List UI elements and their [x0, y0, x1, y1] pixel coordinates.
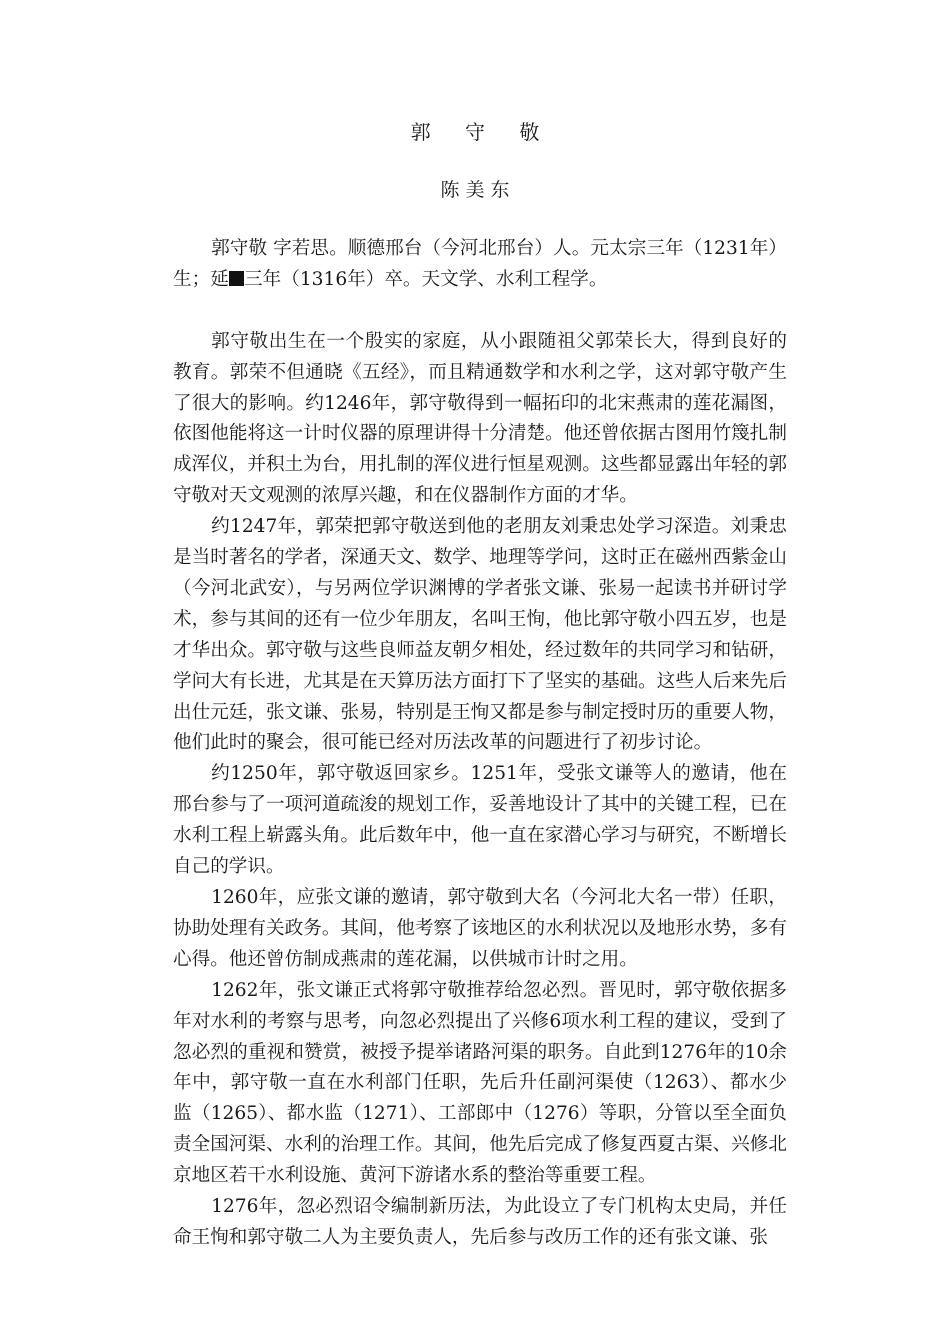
missing-character-box — [229, 271, 244, 286]
body-paragraph-5: 1262年，张文谦正式将郭守敬推荐给忽必烈。晋见时，郭守敬依据多年对水利的考察与思考，向忽必烈提出了兴修6项水利工程的建议，受到了忽必烈的重视和赞赏，被授予提举诸路河渠的职务。自此到1276年的10余年中，郭守敬一直在水利部门任职，先后升任副河渠使（1263）、都水少监（1265）、都水监（1271）、工部郎中（1276）等职，分管以至全面负责全国河渠、水利的治理工作。其间，他先后完成了修复西夏古渠、兴修北京地区若干水利设施、黄河下游诸水系的整治等重要工程。 — [173, 979, 787, 1187]
body-paragraph-4: 1260年，应张文谦的邀请，郭守敬到大名（今河北大名一带）任职，协助处理有关政务。其间，他考察了该地区的水利状况以及地形水势，多有心得。他还曾仿制成燕肃的莲花漏，以供城市计时之用。 — [173, 887, 787, 970]
body-paragraph-6: 1276年，忽必烈诏令编制新历法，为此设立了专门机构太史局，并任命王恂和郭守敬二人为主要负责人，先后参与改历工作的还有张文谦、张 — [173, 1196, 787, 1248]
intro-text-part1: 郭守敬 字若思。顺德邢台（今河北邢台）人。元太宗三年（1231年）生；延 — [173, 238, 787, 290]
document-title: 郭 守 敬 — [410, 120, 554, 144]
document-author: 陈美东 — [440, 179, 516, 201]
body-paragraph-1: 郭守敬出生在一个殷实的家庭，从小跟随祖父郭荣长大，得到良好的教育。郭荣不但通晓《五经》，而且精通数学和水利之学，这对郭守敬产生了很大的影响。约1246年，郭守敬得到一幅拓印的北宋燕肃的莲花漏图，依图他能将这一计时仪器的原理讲得十分清楚。他还曾依据古图用竹篾扎制成浑仪，并积土为台，用扎制的浑仪进行恒星观测。这些都显露出年轻的郭守敬对天文观测的浓厚兴趣，和在仪器制作方面的才华。 — [173, 330, 787, 507]
document-body — [173, 234, 787, 1254]
body-paragraph-3: 约1250年，郭守敬返回家乡。1251年，受张文谦等人的邀请，他在邢台参与了一项河道疏浚的规划工作，妥善地设计了其中的关键工程，已在水利工程上崭露头角。此后数年中，他一直在家潜心学习与研究，不断增长自己的学识。 — [173, 763, 787, 878]
body-paragraph-2: 约1247年，郭荣把郭守敬送到他的老朋友刘秉忠处学习深造。刘秉忠是当时著名的学者，深通天文、数学、地理等学问，这时正在磁州西紫金山（今河北武安），与另两位学识渊博的学者张文谦、张易一起读书并研讨学术，参与其间的还有一位少年朋友，名叫王恂，他比郭守敬小四五岁，也是才华出众。郭守敬与这些良师益友朝夕相处，经过数年的共同学习和钻研，学问大有长进，尤其是在天算历法方面打下了坚实的基础。这些人后来先后出仕元廷，张文谦、张易，特别是王恂又都是参与制定授时历的重要人物，他们此时的聚会，很可能已经对历法改革的问题进行了初步讨论。 — [173, 516, 787, 754]
intro-paragraph — [173, 234, 787, 296]
intro-text-part2: 三年（1316年）卒。天文学、水利工程学。 — [244, 268, 608, 290]
